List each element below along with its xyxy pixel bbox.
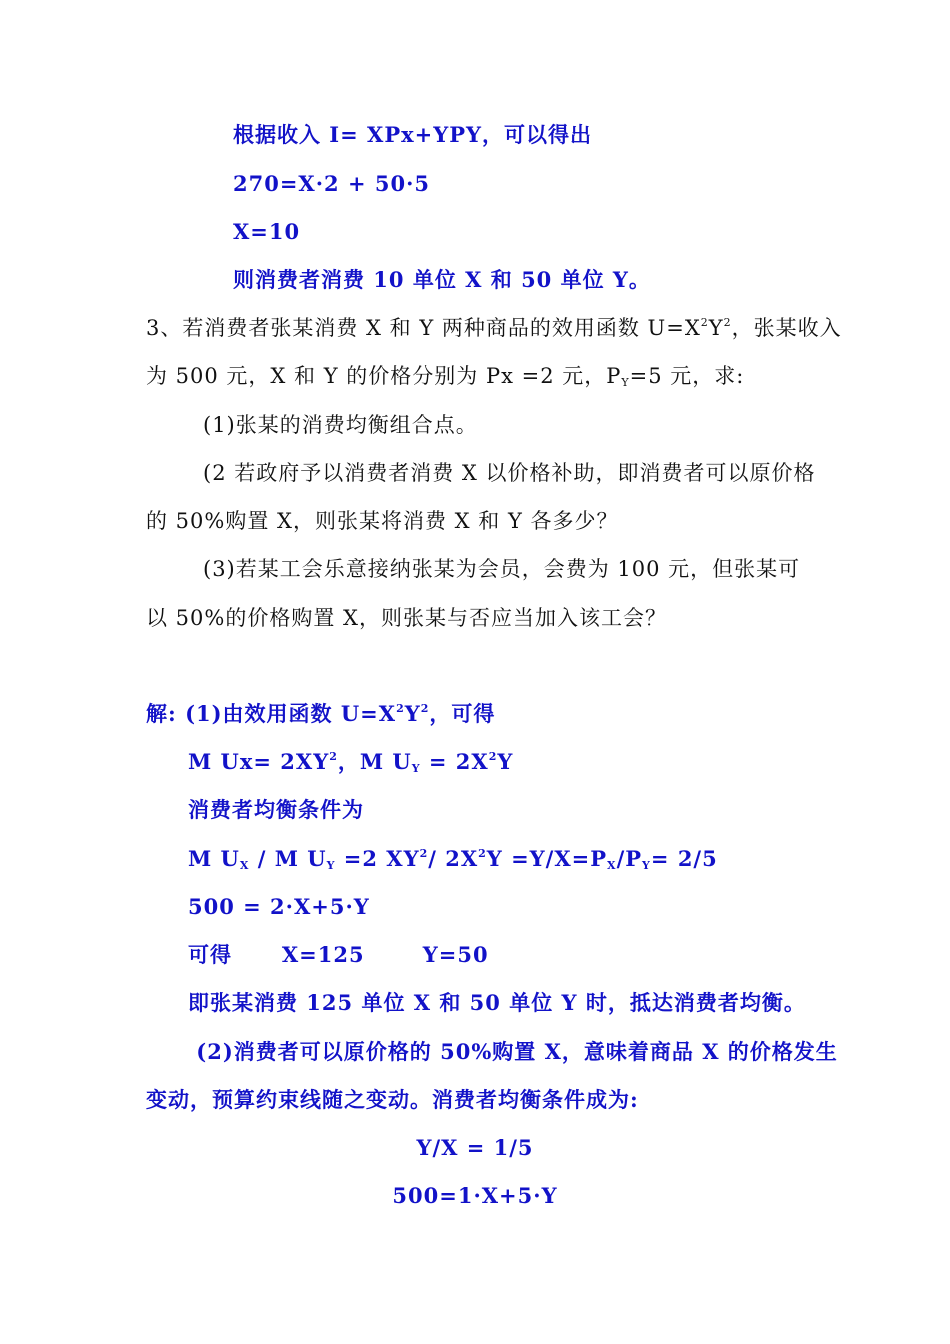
equilibrium-condition-label: 消费者均衡条件为 <box>188 797 364 822</box>
new-budget-equation: 500=1·X+5·Y <box>392 1183 558 1208</box>
question-3-part-2-line-2: 的 50%购置 X，则张某将消费 X 和 Y 各多少？ <box>146 509 619 533</box>
subscript: Y <box>621 376 630 389</box>
subscript: Y <box>326 859 336 872</box>
exponent: 2 <box>329 750 338 763</box>
exponent: 2 <box>396 702 405 715</box>
sol-text: M Ux= 2XY <box>188 749 330 774</box>
q3-text-e: =5 元，求: <box>629 364 745 388</box>
exponent: 2 <box>723 316 732 329</box>
question-3-line-2 <box>146 362 744 390</box>
solution-line-1 <box>146 700 495 728</box>
q3-text-c: ，张某收入 <box>731 316 842 340</box>
sol-text: Y <box>497 749 514 774</box>
sol-text: M U <box>188 846 240 871</box>
question-3-part-3-line-1: (3)若某工会乐意接纳张某为会员，会费为 100 元，但张某可 <box>203 557 801 581</box>
question-3-part-3-line-2: 以 50%的价格购置 X，则张某与否应当加入该工会？ <box>146 606 667 630</box>
subscript: Y <box>642 859 651 872</box>
income-constraint-line: 根据收入 I= XPx+YPY，可以得出 <box>233 122 593 147</box>
part-2-line-1: (2)消费者可以原价格的 50%购置 X，意味着商品 X 的价格发生 <box>188 1039 838 1064</box>
new-ratio-equation: Y/X = 1/5 <box>416 1135 534 1160</box>
q3-text-a: 3、若消费者张某消费 X 和 Y 两种商品的效用函数 U=X <box>146 316 701 340</box>
exponent: 2 <box>420 702 430 715</box>
sol-text: =2 XY <box>335 846 420 871</box>
q3-text-b: Y <box>708 316 724 340</box>
sol-text: / M U <box>249 846 327 871</box>
equilibrium-conclusion: 即张某消费 125 单位 X 和 50 单位 Y 时，抵达消费者均衡。 <box>188 990 806 1015</box>
q3-text-d: 为 500 元，X 和 Y 的价格分别为 Px =2 元，P <box>146 364 622 388</box>
sol-text: /P <box>616 846 643 871</box>
sol-text: Y =Y/X=P <box>486 846 608 871</box>
sol-text: Y <box>404 701 421 726</box>
sol-text: = 2X <box>420 749 489 774</box>
exponent: 2 <box>488 750 498 763</box>
conclusion-line: 则消费者消费 10 单位 X 和 50 单位 Y。 <box>233 267 651 292</box>
exponent: 2 <box>478 847 487 860</box>
budget-equation-line: 270=X·2 + 50·5 <box>233 171 431 196</box>
exponent: 2 <box>419 847 429 860</box>
question-3-part-1: (1)张某的消费均衡组合点。 <box>203 413 478 437</box>
subscript: Y <box>411 762 421 775</box>
result-line: 可得 X=125 Y=50 <box>188 942 489 967</box>
sol-text: ，M U <box>337 749 412 774</box>
question-3-part-2-line-1: (2 若政府予以消费者消费 X 以价格补助，即消费者可以原价格 <box>203 461 816 485</box>
subscript: X <box>607 859 617 872</box>
equilibrium-ratio-line <box>188 845 718 873</box>
sol-text: / 2X <box>428 846 479 871</box>
marginal-utility-line <box>188 748 513 776</box>
sol-text: = 2/5 <box>650 846 718 871</box>
sol-text: 解: (1)由效用函数 U=X <box>146 701 397 726</box>
exponent: 2 <box>700 316 709 329</box>
sol-text: ，可得 <box>429 701 496 726</box>
part-2-line-2: 变动，预算约束线随之变动。消费者均衡条件成为: <box>146 1087 639 1112</box>
question-3-line-1 <box>146 314 842 342</box>
x-result-line: X=10 <box>233 219 301 244</box>
budget-line-equation: 500 = 2·X+5·Y <box>188 894 370 919</box>
subscript: X <box>239 859 250 872</box>
